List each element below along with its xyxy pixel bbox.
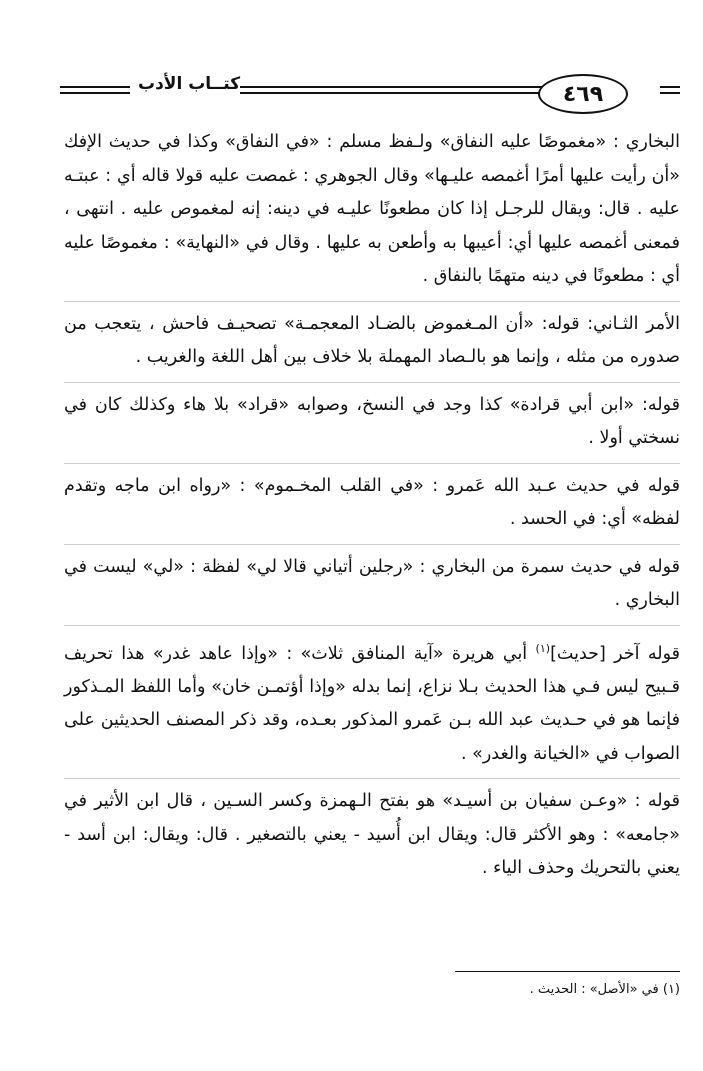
paragraph-1: البخاري : «مغموصًا عليه النفاق» ولـفظ مسلم : «في النفاق» وكذا في حديث الإفك «أن رأيت عليها أمرًا أغمصه عليـها» وقال الجوهري : غمصت عليه قولا قاله أي : عبتـه عليه . قال: ويقال للرجـل إذا كان مطعونًا عليـه في دينه: إنه لمغموص عليه . انتهى ، فمعنى أغمصه عليها أي: أعيبها به وأطعن به عليها . وقال في «النهاية» : مغموصًا عليه أي : مطعونًا في دينه متهمًا بالنفاق . [64,132,680,286]
page-number: ٤٦٩ [538,74,628,114]
paragraph-6-lead: قوله آخر [حديث] [550,643,680,664]
paragraph-4: قوله في حديث عـبد الله عَمرو : «في القلب المخـموم» : «رواه ابن ماجه وتقدم لفظه» أي: في الحسد . [64,463,680,537]
paragraph-7: قوله : «وعـن سفيان بن أسيـد» هو بفتح الـهمزة وكسر السـين ، قال ابن الأثير في «جامعه» : وهو الأكثر قال: ويقال ابن أُسيد - يعني بالتصغير . قال: ويقال: ابن أسد - يعني بالتحريك وحذف الياء . [64,778,680,886]
header-rule-right [660,86,680,94]
paragraph-6-body: تحريف قـبيح ليس فـي هذا الحديث بـلا نزاع، إنما بدله «وإذا أؤتمـن خان» وأما اللفظ المـذكور فإنما هو في حـديث عبد الله بـن عَمرو المذكور بعـده، وقد ذكر المصنف الحديثين على الصواب في «الخيانة والغدر» . [64,643,680,764]
header-rule-left [60,86,130,94]
footnote: (١) في «الأصل» : الحديث . [529,982,680,997]
page-body [64,126,680,893]
paragraph-5: قوله في حديث سمرة من البخاري : «رجلين أتياني قالا لي» لفظة : «لي» ليست في البخاري . [64,544,680,618]
paragraph-6 [64,625,680,772]
book-title: كتــاب الأدب [138,74,241,94]
paragraph-6-rest: أبي هريرة «آية المنافق ثلاث» : «وإذا عاهد غدر» هذا [121,643,536,664]
footnote-marker: (١) [535,641,551,655]
footnote-divider [455,971,680,972]
page-header [60,72,680,120]
paragraph-2: الأمر الثـاني: قوله: «أن المـغموض بالضـاد المعجمـة» تصحيـف فاحش ، يتعجب من صدوره من مثله ، وإنما هو بالـصاد المهملة بلا خلاف بين أهل اللغة والغريب . [64,301,680,375]
paragraph-3: قوله: «ابن أبي قرادة» كذا وجد في النسخ، وصوابه «قراد» بلا هاء وكذلك كان في نسختي أولا . [64,382,680,456]
